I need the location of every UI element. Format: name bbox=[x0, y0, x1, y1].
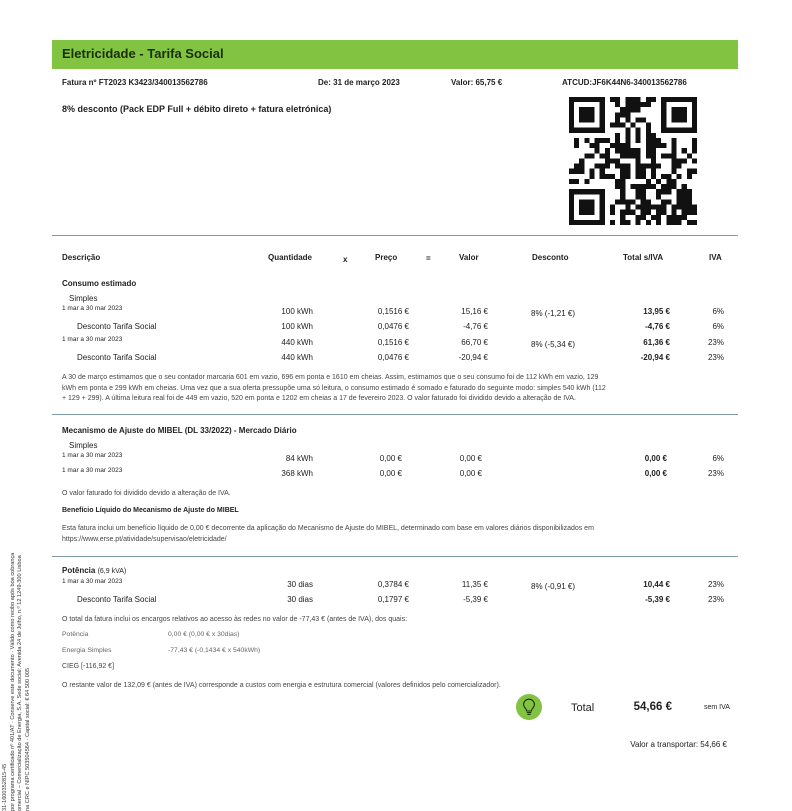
total-cell: 0,00 € bbox=[644, 469, 667, 478]
value-cell: -4,76 € bbox=[463, 322, 488, 331]
price-cell: 0,00 € bbox=[379, 454, 402, 463]
col-total: Total s/IVA bbox=[623, 253, 664, 262]
col-vat: IVA bbox=[709, 253, 722, 262]
vat-cell: 23% bbox=[707, 469, 724, 478]
network-note: O total da fatura inclui os encargos relativos ao acesso às redes no valor de -77,43 € (antes de IVA), dos quais: bbox=[62, 616, 408, 623]
period-label: 1 mar a 30 mar 2023 bbox=[62, 452, 123, 459]
note-line: kWh em ponta e 299 kWh em cheias. Uma vez que a sua oferta pressupõe uma só leitura, o consumo estimado é somado e faturado do seguinte modo: simples 540 kWh (112 bbox=[62, 384, 606, 392]
discount-note: 8% desconto (Pack EDP Full + débito direto + fatura eletrónica) bbox=[62, 104, 332, 114]
network-item-label: Potência bbox=[62, 631, 89, 638]
value-cell: -20,94 € bbox=[458, 353, 488, 362]
divider bbox=[52, 556, 738, 557]
total-amount: 54,66 € bbox=[633, 701, 672, 713]
quantity-cell: 30 dias bbox=[287, 580, 313, 589]
total-cell: -4,76 € bbox=[645, 322, 670, 331]
remaining-note: O restante valor de 132,09 € (antes de IVA) corresponde a custos com energia e estrutura comercial (valores definidos pelo comercializador). bbox=[62, 682, 501, 689]
vat-cell: 23% bbox=[707, 338, 724, 347]
lightbulb-icon bbox=[516, 694, 542, 720]
value-cell: 11,35 € bbox=[461, 580, 488, 589]
section-title-detail: (6,9 kVA) bbox=[97, 568, 127, 575]
benefit-link[interactable]: https://www.erse.pt/atividade/supervisao/eletricidade/ bbox=[62, 536, 227, 543]
total-cell: 0,00 € bbox=[644, 454, 667, 463]
col-quantity: Quantidade bbox=[268, 253, 313, 262]
note-line: + 129 + 299). A última leitura real foi de 449 em vazio, 520 em ponta e 1202 em cheias a 17 de fevereiro 2023. O valor faturado foi dividido devido a alteração de IVA. bbox=[62, 395, 576, 402]
network-item-label: Energia Simples bbox=[62, 647, 112, 654]
value-cell: 0,00 € bbox=[459, 469, 482, 478]
legal-line: por programa certificado nº 401/AT · Conserve este documento · Válido como recibo após boa cobrança bbox=[9, 552, 16, 811]
quantity-cell: 100 kWh bbox=[281, 307, 313, 316]
col-value: Valor bbox=[459, 253, 479, 262]
consumption-note bbox=[62, 373, 742, 405]
note-line: A 30 de março estimamos que o seu contador marcaria 601 em vazio, 696 em ponta e 1610 em cheias. Assim, estimamos que o seu consumo foi de 112 kWh em vazio, 129 bbox=[62, 374, 599, 381]
invoice-value: Valor: 65,75 € bbox=[451, 78, 503, 87]
value-cell: -5,39 € bbox=[463, 595, 488, 604]
legal-line: 31-1600352815-45 bbox=[2, 763, 8, 811]
col-description: Descrição bbox=[62, 253, 101, 262]
price-cell: 0,1516 € bbox=[377, 338, 409, 347]
col-discount: Desconto bbox=[532, 253, 569, 262]
benefit-line: Esta fatura inclui um benefício líquido de 0,00 € decorrente da aplicação do Mecanismo de Ajuste do MIBEL, determinado com base em valores diários disponibilizados em bbox=[62, 525, 594, 532]
quantity-cell: 30 dias bbox=[287, 595, 313, 604]
discount-cell: 8% (-0,91 €) bbox=[531, 582, 576, 591]
period-label: 1 mar a 30 mar 2023 bbox=[62, 467, 123, 474]
value-cell: 66,70 € bbox=[461, 338, 488, 347]
vat-cell: 23% bbox=[707, 580, 724, 589]
quantity-cell: 440 kWh bbox=[281, 353, 313, 362]
network-item-value: -77,43 € (-0,1434 € x 540kWh) bbox=[168, 647, 261, 654]
total-label: Total bbox=[571, 702, 595, 714]
vat-cell: 6% bbox=[712, 322, 724, 331]
total-cell: 61,36 € bbox=[643, 338, 670, 347]
invoice-date: De: 31 de março 2023 bbox=[318, 78, 400, 87]
total-cell: 13,95 € bbox=[643, 307, 670, 316]
quantity-cell: 100 kWh bbox=[281, 322, 313, 331]
vat-cell: 6% bbox=[712, 454, 724, 463]
total-cell: -20,94 € bbox=[640, 353, 670, 362]
price-cell: 0,3784 € bbox=[377, 580, 409, 589]
mibel-note: O valor faturado foi dividido devido a alteração de IVA. bbox=[62, 490, 231, 497]
quantity-cell: 368 kWh bbox=[281, 469, 313, 478]
col-price: Preço bbox=[375, 253, 398, 262]
value-cell: 0,00 € bbox=[459, 454, 482, 463]
discount-cell: 8% (-5,34 €) bbox=[531, 340, 576, 349]
legal-line: na CRC e NIPC 503504564 · Capital social: € 64 500 005 bbox=[24, 667, 31, 811]
qr-code-icon bbox=[569, 97, 697, 227]
quantity-cell: 84 kWh bbox=[285, 454, 313, 463]
col-equals: = bbox=[426, 254, 431, 263]
row-label: Desconto Tarifa Social bbox=[77, 353, 157, 362]
total-vat-note: sem IVA bbox=[704, 704, 730, 711]
divider bbox=[52, 414, 738, 415]
price-cell: 0,00 € bbox=[379, 469, 402, 478]
price-cell: 0,1516 € bbox=[377, 307, 409, 316]
row-label: Desconto Tarifa Social bbox=[77, 322, 157, 331]
row-label: Desconto Tarifa Social bbox=[77, 595, 157, 604]
price-cell: 0,0476 € bbox=[377, 322, 409, 331]
legal-sidebar bbox=[2, 493, 48, 811]
discount-cell: 8% (-1,21 €) bbox=[531, 309, 576, 318]
price-cell: 0,1797 € bbox=[377, 595, 409, 604]
network-item-value: 0,00 € (0,00 € x 30dias) bbox=[168, 631, 240, 638]
section-title-main: Potência bbox=[62, 566, 96, 575]
benefit-title: Benefício Líquido do Mecanismo de Ajuste do MIBEL bbox=[62, 507, 239, 514]
cieg-value: CIEG [-116,92 €] bbox=[62, 663, 115, 670]
carry-value: Valor a transportar: 54,66 € bbox=[630, 740, 727, 749]
col-times: x bbox=[343, 255, 348, 264]
page-title: Eletricidade - Tarifa Social bbox=[62, 46, 224, 61]
section-title: Mecanismo de Ajuste do MIBEL (DL 33/2022) - Mercado Diário bbox=[62, 426, 297, 435]
section-title: Consumo estimado bbox=[62, 279, 137, 288]
total-cell: 10,44 € bbox=[643, 580, 670, 589]
total-cell: -5,39 € bbox=[645, 595, 670, 604]
atcud-code: ATCUD:JF6K44N6-340013562786 bbox=[562, 78, 687, 87]
price-cell: 0,0476 € bbox=[377, 353, 409, 362]
value-cell: 15,16 € bbox=[461, 307, 488, 316]
tariff-label: Simples bbox=[69, 441, 98, 450]
vat-cell: 6% bbox=[712, 307, 724, 316]
quantity-cell: 440 kWh bbox=[281, 338, 313, 347]
period-label: 1 mar a 30 mar 2023 bbox=[62, 336, 123, 343]
invoice-number: Fatura nº FT2023 K3423/340013562786 bbox=[62, 78, 208, 87]
benefit-text bbox=[62, 523, 742, 545]
period-label: 1 mar a 30 mar 2023 bbox=[62, 305, 123, 312]
divider bbox=[52, 235, 738, 236]
vat-cell: 23% bbox=[707, 353, 724, 362]
legal-line: omercial – Comercialização de Energia, S.A. Sede social: Avenida 24 de Julho, n.º 12 1249-300 Lisboa bbox=[17, 555, 24, 811]
tariff-label: Simples bbox=[69, 294, 98, 303]
section-title bbox=[62, 566, 126, 575]
period-label: 1 mar a 30 mar 2023 bbox=[62, 578, 123, 585]
vat-cell: 23% bbox=[707, 595, 724, 604]
